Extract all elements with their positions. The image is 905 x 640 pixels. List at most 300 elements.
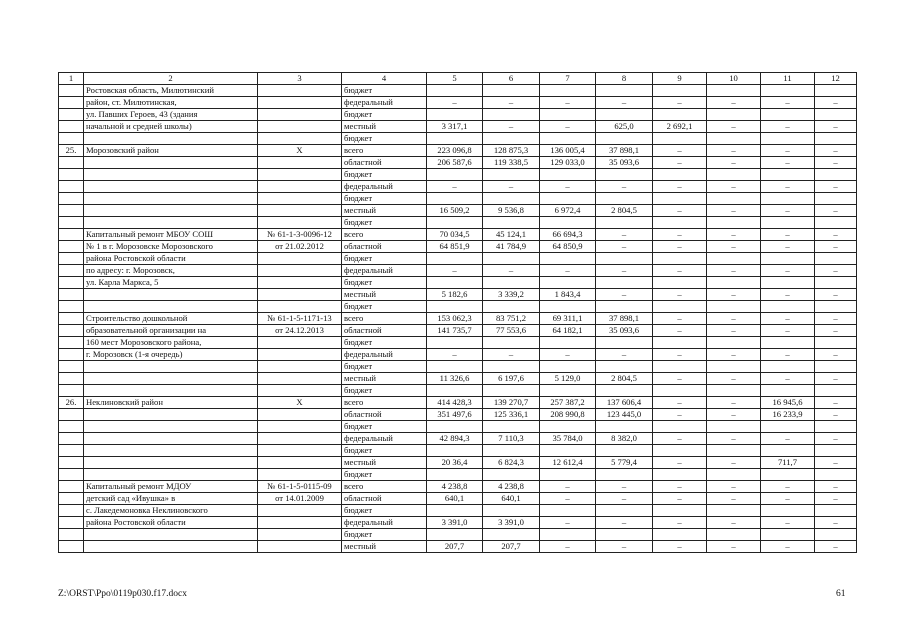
- row-number-cell: [59, 121, 84, 133]
- table-row: [59, 481, 857, 493]
- budget-type-cell: областной: [342, 325, 427, 337]
- value-cell: –: [596, 517, 653, 529]
- row-number-cell: [59, 241, 84, 253]
- budget-type-cell: всего: [342, 481, 427, 493]
- document-cell: [258, 529, 342, 541]
- value-cell: –: [815, 517, 857, 529]
- value-cell: [653, 505, 707, 517]
- table-row: [59, 241, 857, 253]
- document-cell: [258, 205, 342, 217]
- value-cell: [707, 505, 761, 517]
- value-cell: [540, 85, 596, 97]
- value-cell: –: [707, 265, 761, 277]
- value-cell: –: [761, 265, 815, 277]
- value-cell: [540, 277, 596, 289]
- value-cell: –: [707, 97, 761, 109]
- row-number-cell: [59, 361, 84, 373]
- row-number-cell: [59, 85, 84, 97]
- header-cell: 12: [815, 73, 857, 85]
- table-row: [59, 313, 857, 325]
- value-cell: –: [653, 205, 707, 217]
- value-cell: [761, 85, 815, 97]
- value-cell: 640,1: [427, 493, 483, 505]
- value-cell: –: [815, 265, 857, 277]
- value-cell: [483, 529, 540, 541]
- row-number-cell: [59, 253, 84, 265]
- value-cell: –: [761, 541, 815, 553]
- value-cell: [761, 109, 815, 121]
- row-number-cell: [59, 373, 84, 385]
- budget-type-cell: бюджет: [342, 301, 427, 313]
- row-number-cell: [59, 277, 84, 289]
- table-row: [59, 265, 857, 277]
- value-cell: [707, 133, 761, 145]
- value-cell: –: [707, 433, 761, 445]
- value-cell: [596, 337, 653, 349]
- value-cell: [483, 505, 540, 517]
- budget-type-cell: местный: [342, 289, 427, 301]
- table-row: [59, 289, 857, 301]
- row-number-cell: [59, 433, 84, 445]
- document-cell: [258, 541, 342, 553]
- value-cell: [815, 421, 857, 433]
- value-cell: [596, 193, 653, 205]
- value-cell: 128 875,3: [483, 145, 540, 157]
- value-cell: 16 509,2: [427, 205, 483, 217]
- value-cell: [653, 169, 707, 181]
- row-number-cell: [59, 349, 84, 361]
- value-cell: [653, 469, 707, 481]
- table-row: [59, 325, 857, 337]
- budget-type-cell: федеральный: [342, 181, 427, 193]
- budget-type-cell: местный: [342, 205, 427, 217]
- value-cell: [540, 217, 596, 229]
- document-cell: [258, 433, 342, 445]
- table-row: [59, 409, 857, 421]
- object-name-cell: [84, 409, 258, 421]
- value-cell: 257 387,2: [540, 397, 596, 409]
- value-cell: [427, 133, 483, 145]
- budget-type-cell: бюджет: [342, 85, 427, 97]
- budget-type-cell: областной: [342, 241, 427, 253]
- value-cell: [815, 217, 857, 229]
- document-cell: от 14.01.2009: [258, 493, 342, 505]
- table-row: [59, 301, 857, 313]
- value-cell: 37 898,1: [596, 313, 653, 325]
- value-cell: 16 233,9: [761, 409, 815, 421]
- value-cell: –: [707, 145, 761, 157]
- value-cell: [815, 133, 857, 145]
- value-cell: –: [815, 325, 857, 337]
- value-cell: –: [540, 493, 596, 505]
- budget-type-cell: федеральный: [342, 97, 427, 109]
- table-row: [59, 361, 857, 373]
- table-row: [59, 349, 857, 361]
- budget-type-cell: бюджет: [342, 133, 427, 145]
- document-cell: [258, 373, 342, 385]
- value-cell: [653, 217, 707, 229]
- budget-type-cell: областной: [342, 409, 427, 421]
- value-cell: –: [815, 313, 857, 325]
- value-cell: –: [653, 229, 707, 241]
- value-cell: –: [653, 313, 707, 325]
- value-cell: [815, 253, 857, 265]
- value-cell: –: [427, 265, 483, 277]
- value-cell: [815, 469, 857, 481]
- value-cell: [761, 529, 815, 541]
- value-cell: –: [707, 289, 761, 301]
- value-cell: –: [815, 289, 857, 301]
- value-cell: –: [596, 229, 653, 241]
- row-number-cell: [59, 385, 84, 397]
- object-name-cell: № 1 в г. Морозовске Морозовского: [84, 241, 258, 253]
- value-cell: –: [761, 313, 815, 325]
- header-cell: 10: [707, 73, 761, 85]
- value-cell: [540, 133, 596, 145]
- value-cell: –: [596, 493, 653, 505]
- object-name-cell: начальной и средней школы): [84, 121, 258, 133]
- object-name-cell: [84, 205, 258, 217]
- budget-type-cell: всего: [342, 145, 427, 157]
- document-cell: [258, 337, 342, 349]
- document-cell: [258, 169, 342, 181]
- value-cell: –: [815, 229, 857, 241]
- value-cell: –: [653, 289, 707, 301]
- value-cell: [596, 169, 653, 181]
- object-name-cell: [84, 157, 258, 169]
- value-cell: 83 751,2: [483, 313, 540, 325]
- value-cell: 6 972,4: [540, 205, 596, 217]
- value-cell: 207,7: [483, 541, 540, 553]
- document-cell: от 21.02.2012: [258, 241, 342, 253]
- value-cell: [653, 361, 707, 373]
- value-cell: –: [483, 349, 540, 361]
- value-cell: –: [707, 541, 761, 553]
- row-number-cell: [59, 505, 84, 517]
- value-cell: 153 062,3: [427, 313, 483, 325]
- value-cell: 3 391,0: [427, 517, 483, 529]
- row-number-cell: [59, 289, 84, 301]
- value-cell: [540, 469, 596, 481]
- table-row: [59, 529, 857, 541]
- document-cell: [258, 349, 342, 361]
- value-cell: –: [707, 241, 761, 253]
- value-cell: [707, 85, 761, 97]
- value-cell: [707, 529, 761, 541]
- value-cell: 4 238,8: [427, 481, 483, 493]
- value-cell: –: [653, 397, 707, 409]
- value-cell: –: [540, 181, 596, 193]
- budget-type-cell: областной: [342, 493, 427, 505]
- value-cell: [707, 169, 761, 181]
- object-name-cell: Неклиновский район: [84, 397, 258, 409]
- object-name-cell: детский сад «Ивушка» в: [84, 493, 258, 505]
- page-number: 61: [836, 589, 846, 599]
- value-cell: 414 428,3: [427, 397, 483, 409]
- value-cell: –: [707, 481, 761, 493]
- value-cell: [483, 109, 540, 121]
- document-cell: [258, 517, 342, 529]
- value-cell: 35 093,6: [596, 325, 653, 337]
- value-cell: [707, 361, 761, 373]
- budget-type-cell: бюджет: [342, 193, 427, 205]
- value-cell: 20 36,4: [427, 457, 483, 469]
- value-cell: –: [653, 373, 707, 385]
- row-number-cell: [59, 457, 84, 469]
- object-name-cell: Ростовская область, Милютинский: [84, 85, 258, 97]
- row-number-cell: [59, 421, 84, 433]
- budget-type-cell: бюджет: [342, 445, 427, 457]
- budget-type-cell: бюджет: [342, 529, 427, 541]
- value-cell: [596, 277, 653, 289]
- value-cell: –: [540, 541, 596, 553]
- table-row: [59, 457, 857, 469]
- row-number-cell: [59, 205, 84, 217]
- table-row: [59, 217, 857, 229]
- value-cell: –: [815, 157, 857, 169]
- value-cell: –: [653, 145, 707, 157]
- value-cell: [483, 277, 540, 289]
- document-cell: [258, 121, 342, 133]
- value-cell: 141 735,7: [427, 325, 483, 337]
- table-row: [59, 145, 857, 157]
- value-cell: –: [815, 433, 857, 445]
- header-cell: 4: [342, 73, 427, 85]
- value-cell: –: [761, 229, 815, 241]
- value-cell: [596, 361, 653, 373]
- row-number-cell: [59, 313, 84, 325]
- value-cell: [761, 301, 815, 313]
- value-cell: [653, 385, 707, 397]
- value-cell: –: [707, 181, 761, 193]
- value-cell: –: [540, 121, 596, 133]
- value-cell: –: [653, 241, 707, 253]
- object-name-cell: [84, 361, 258, 373]
- value-cell: [427, 337, 483, 349]
- value-cell: [540, 169, 596, 181]
- row-number-cell: [59, 481, 84, 493]
- object-name-cell: [84, 457, 258, 469]
- value-cell: 137 606,4: [596, 397, 653, 409]
- value-cell: –: [653, 517, 707, 529]
- value-cell: –: [596, 349, 653, 361]
- value-cell: [761, 421, 815, 433]
- value-cell: –: [540, 517, 596, 529]
- value-cell: [815, 445, 857, 457]
- table-row: [59, 157, 857, 169]
- value-cell: [761, 505, 815, 517]
- value-cell: [540, 301, 596, 313]
- object-name-cell: района Ростовской области: [84, 253, 258, 265]
- value-cell: –: [707, 517, 761, 529]
- value-cell: [427, 445, 483, 457]
- value-cell: [596, 529, 653, 541]
- value-cell: –: [540, 349, 596, 361]
- value-cell: 70 034,5: [427, 229, 483, 241]
- value-cell: –: [815, 397, 857, 409]
- value-cell: [427, 301, 483, 313]
- value-cell: –: [815, 481, 857, 493]
- row-number-cell: [59, 193, 84, 205]
- value-cell: [761, 337, 815, 349]
- value-cell: [596, 253, 653, 265]
- value-cell: 45 124,1: [483, 229, 540, 241]
- header-cell: 8: [596, 73, 653, 85]
- budget-type-cell: бюджет: [342, 253, 427, 265]
- value-cell: [653, 253, 707, 265]
- document-cell: [258, 97, 342, 109]
- value-cell: [483, 385, 540, 397]
- value-cell: [815, 169, 857, 181]
- table-row: [59, 541, 857, 553]
- object-name-cell: по адресу: г. Морозовск,: [84, 265, 258, 277]
- table-row: [59, 397, 857, 409]
- value-cell: 69 311,1: [540, 313, 596, 325]
- value-cell: [483, 253, 540, 265]
- value-cell: –: [815, 181, 857, 193]
- value-cell: [483, 301, 540, 313]
- budget-type-cell: федеральный: [342, 349, 427, 361]
- value-cell: [653, 277, 707, 289]
- header-cell: 5: [427, 73, 483, 85]
- value-cell: [427, 529, 483, 541]
- value-cell: [761, 169, 815, 181]
- budget-type-cell: бюджет: [342, 277, 427, 289]
- table-row: [59, 433, 857, 445]
- value-cell: [761, 385, 815, 397]
- value-cell: –: [761, 433, 815, 445]
- value-cell: 2 804,5: [596, 373, 653, 385]
- document-cell: Х: [258, 145, 342, 157]
- value-cell: –: [596, 181, 653, 193]
- value-cell: –: [707, 397, 761, 409]
- value-cell: [596, 421, 653, 433]
- table-row: [59, 385, 857, 397]
- value-cell: [596, 85, 653, 97]
- value-cell: 3 391,0: [483, 517, 540, 529]
- value-cell: 5 779,4: [596, 457, 653, 469]
- header-cell: 9: [653, 73, 707, 85]
- row-number-cell: [59, 157, 84, 169]
- value-cell: –: [540, 97, 596, 109]
- object-name-cell: 160 мест Морозовского района,: [84, 337, 258, 349]
- value-cell: 123 445,0: [596, 409, 653, 421]
- budget-type-cell: федеральный: [342, 265, 427, 277]
- value-cell: [427, 169, 483, 181]
- value-cell: [761, 361, 815, 373]
- value-cell: 4 238,8: [483, 481, 540, 493]
- row-number-cell: [59, 517, 84, 529]
- value-cell: –: [761, 289, 815, 301]
- value-cell: 129 033,0: [540, 157, 596, 169]
- table-row: [59, 133, 857, 145]
- document-cell: [258, 445, 342, 457]
- value-cell: [761, 217, 815, 229]
- value-cell: –: [815, 493, 857, 505]
- value-cell: 64 182,1: [540, 325, 596, 337]
- table-row: [59, 373, 857, 385]
- value-cell: –: [596, 97, 653, 109]
- document-cell: [258, 409, 342, 421]
- value-cell: [815, 385, 857, 397]
- object-name-cell: [84, 289, 258, 301]
- value-cell: [427, 85, 483, 97]
- value-cell: 5 182,6: [427, 289, 483, 301]
- row-number-cell: [59, 97, 84, 109]
- value-cell: [596, 109, 653, 121]
- value-cell: 1 843,4: [540, 289, 596, 301]
- budget-type-cell: федеральный: [342, 517, 427, 529]
- value-cell: [707, 253, 761, 265]
- value-cell: [761, 133, 815, 145]
- file-path: Z:\ORST\Ppo\0119p030.f17.docx: [58, 589, 187, 599]
- table-row: [59, 97, 857, 109]
- value-cell: –: [483, 121, 540, 133]
- value-cell: [653, 85, 707, 97]
- document-cell: [258, 265, 342, 277]
- value-cell: –: [815, 145, 857, 157]
- row-number-cell: [59, 181, 84, 193]
- table-row: [59, 505, 857, 517]
- value-cell: [653, 133, 707, 145]
- value-cell: 2 692,1: [653, 121, 707, 133]
- value-cell: –: [707, 205, 761, 217]
- document-cell: № 61-1-5-1171-13: [258, 313, 342, 325]
- value-cell: [540, 337, 596, 349]
- value-cell: –: [761, 205, 815, 217]
- value-cell: [707, 109, 761, 121]
- value-cell: –: [761, 181, 815, 193]
- value-cell: –: [707, 157, 761, 169]
- value-cell: 8 382,0: [596, 433, 653, 445]
- value-cell: [761, 469, 815, 481]
- object-name-cell: [84, 385, 258, 397]
- value-cell: –: [815, 349, 857, 361]
- document-cell: [258, 181, 342, 193]
- object-name-cell: [84, 469, 258, 481]
- value-cell: –: [653, 181, 707, 193]
- value-cell: [427, 505, 483, 517]
- value-cell: –: [761, 349, 815, 361]
- value-cell: 37 898,1: [596, 145, 653, 157]
- value-cell: –: [653, 541, 707, 553]
- document-cell: [258, 277, 342, 289]
- value-cell: –: [815, 121, 857, 133]
- value-cell: 351 497,6: [427, 409, 483, 421]
- value-cell: [483, 469, 540, 481]
- document-cell: от 24.12.2013: [258, 325, 342, 337]
- value-cell: [540, 445, 596, 457]
- table-row: [59, 337, 857, 349]
- table-row: [59, 85, 857, 97]
- row-number-cell: [59, 217, 84, 229]
- budget-type-cell: всего: [342, 229, 427, 241]
- value-cell: [483, 337, 540, 349]
- object-name-cell: Строительство дошкольной: [84, 313, 258, 325]
- document-cell: [258, 253, 342, 265]
- value-cell: –: [761, 517, 815, 529]
- object-name-cell: [84, 181, 258, 193]
- value-cell: 3 339,2: [483, 289, 540, 301]
- row-number-cell: [59, 409, 84, 421]
- value-cell: [707, 193, 761, 205]
- object-name-cell: [84, 193, 258, 205]
- value-cell: [653, 529, 707, 541]
- value-cell: –: [815, 457, 857, 469]
- value-cell: [540, 253, 596, 265]
- row-number-cell: [59, 445, 84, 457]
- value-cell: [761, 445, 815, 457]
